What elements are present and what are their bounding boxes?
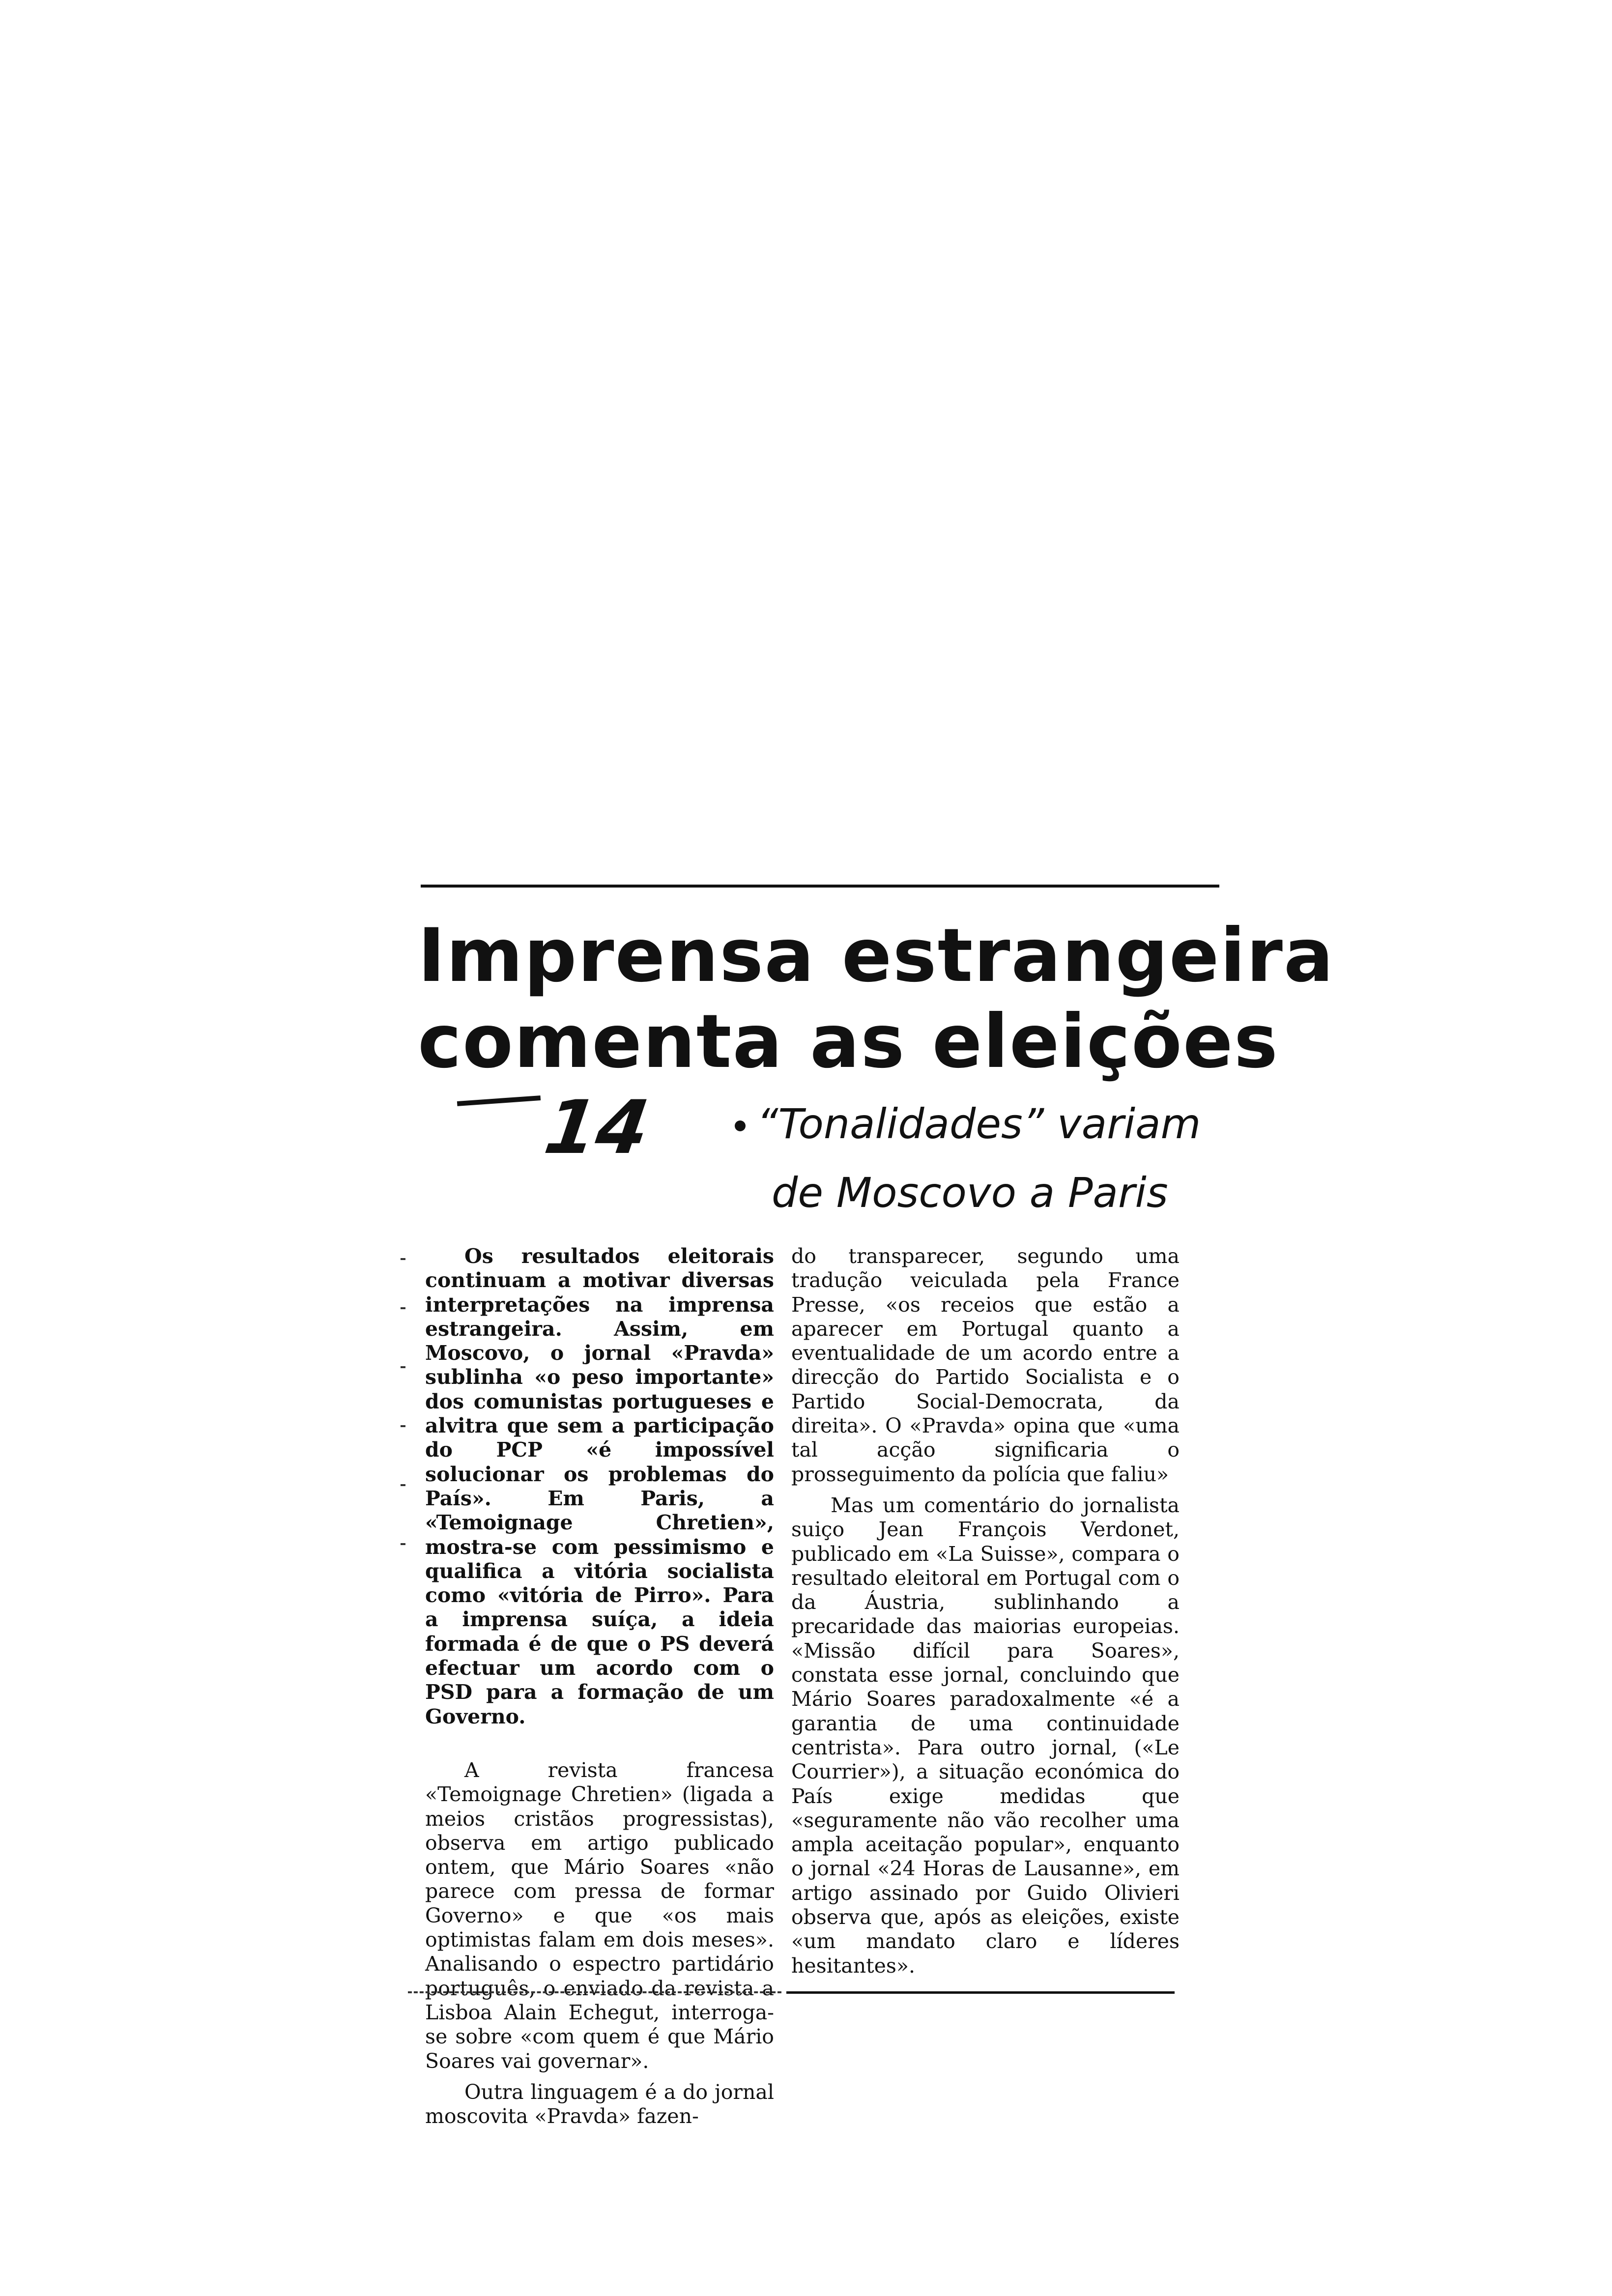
- paragraph: A revista francesa «Temoignage Chretien» (ligada a meios cristãos progressistas), observa em artigo publicado ontem, que Mário Soares «não parece com pressa de formar Governo» e que «os mais optimistas falam em dois meses». Analisando o espectro partidário português, o enviado da revista a Lisboa Alain Echegut, interroga-se sobre «com quem é que Mário Soares vai governar».: [425, 1758, 774, 2073]
- margin-mark: [401, 1258, 405, 1260]
- paragraph: do transparecer, segundo uma tradução veiculada pela France Presse, «os receios que estão a aparecer em Portugal quanto a eventualidade de um acordo entre a direcção do Partido Socialista e o Partido Social-Democrata, da direita». O «Pravda» opina que «uma tal acção significaria o prosseguimento da polícia que faliu»: [791, 1244, 1180, 1486]
- top-rule: [421, 885, 1219, 888]
- article-column-left: [425, 1244, 774, 2128]
- article-column-right: [791, 1244, 1180, 1978]
- headline-line-2: comenta as eleições: [418, 999, 1279, 1085]
- headline-line-1: Imprensa estrangeira: [418, 913, 1335, 999]
- handwritten-page-mark: 14: [539, 1085, 654, 1171]
- margin-mark: [401, 1484, 405, 1486]
- bottom-rule-left: [408, 1991, 781, 1993]
- bottom-rule-right: [786, 1991, 1175, 1994]
- subtitle-line-2: de Moscovo a Paris: [772, 1169, 1168, 1217]
- bullet-icon: [735, 1120, 746, 1131]
- handwritten-dash: [457, 1095, 541, 1106]
- margin-mark: [401, 1307, 405, 1309]
- paragraph: Outra linguagem é a do jornal moscovita «Pravda» fazen-: [425, 2080, 774, 2128]
- margin-mark: [401, 1425, 405, 1427]
- margin-mark: [401, 1366, 405, 1368]
- subtitle-line-1: “Tonalidades” variam: [757, 1100, 1201, 1148]
- paragraph: Os resultados eleitorais continuam a motivar diversas interpretações na imprensa estrangeira. Assim, em Moscovo, o jornal «Pravda» sublinha «o peso importante» dos comunistas portugueses e alvitra que sem a participação do PCP «é impossível solucionar os problemas do País». Em Paris, a «Temoignage Chretien», mostra-se com pessimismo e qualifica a vitória socialista como «vitória de Pirro». Para a imprensa suíça, a ideia formada é de que o PS deverá efectuar um acordo com o PSD para a formação de um Governo.: [425, 1244, 774, 1728]
- paragraph: Mas um comentário do jornalista suiço Jean François Verdonet, publicado em «La Suisse», compara o resultado eleitoral em Portugal com o da Áustria, sublinhando a precaridade das maiorias europeias. «Missão difícil para Soares», constata esse jornal, concluindo que Mário Soares paradoxalmente «é a garantia de uma continuidade centrista». Para outro jornal, («Le Courrier»), a situação económica do País exige medidas que «seguramente não vão recolher uma ampla aceitação popular», enquanto o jornal «24 Horas de Lausanne», em artigo assinado por Guido Olivieri observa que, após as eleições, existe «um mandato claro e líderes hesitantes».: [791, 1493, 1180, 1978]
- margin-mark: [401, 1543, 405, 1545]
